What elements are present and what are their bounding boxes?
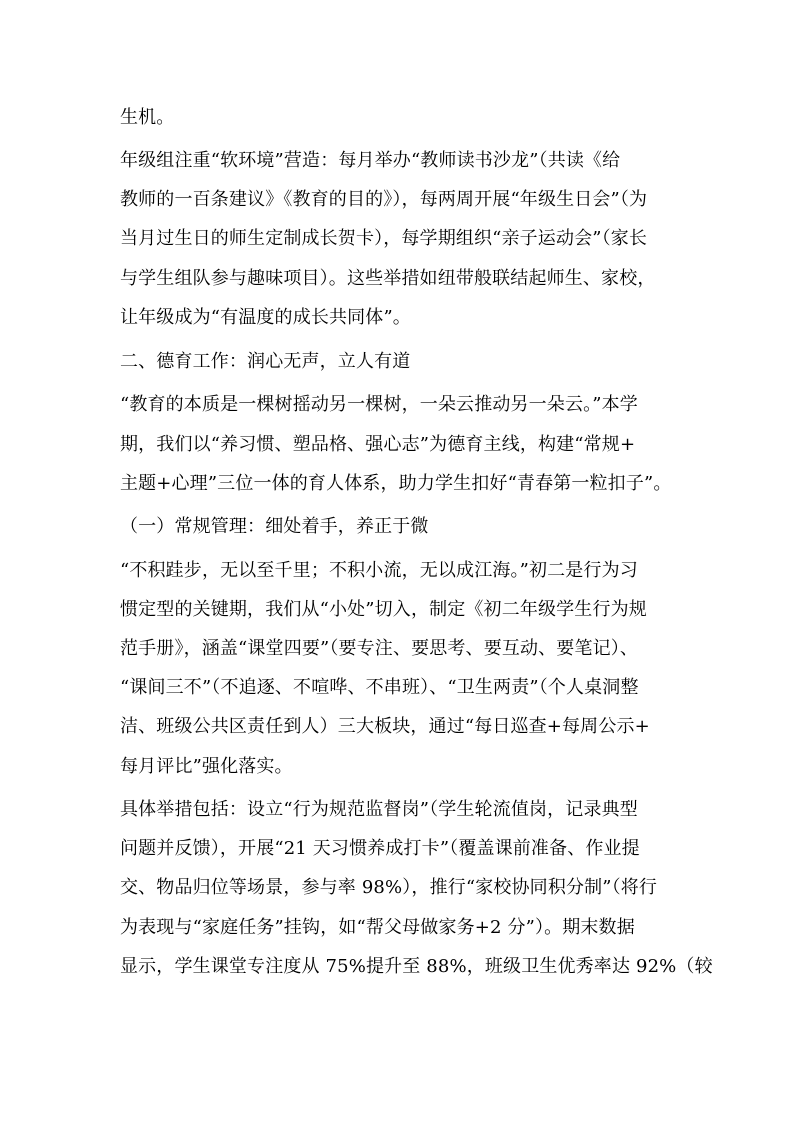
paragraph-line: “教育的本质是一棵树摇动另一棵树，一朵云推动另一朵云。”本学	[120, 394, 638, 415]
paragraph-line: 让年级成为“有温度的成长共同体”。	[120, 307, 411, 328]
paragraph-line: 具体举措包括：设立“行为规范监督岗”（学生轮流值岗，记录典型	[120, 799, 638, 820]
paragraph-line: 与学生组队参与趣味项目）。这些举措如纽带般联结起师生、家校，	[120, 268, 656, 289]
paragraph-line: 范手册》，涵盖“课堂四要”（要专注、要思考、要互动、要笔记）、	[120, 638, 639, 659]
paragraph-line: “课间三不”（不追逐、不喧哗、不串班）、“卫生两责”（个人桌洞整	[120, 677, 639, 698]
paragraph-line: 主题+心理”三位一体的育人体系，助力学生扣好“青春第一粒扣子”。	[120, 473, 672, 494]
paragraph-line: 为表现与“家庭任务”挂钩，如“帮父母做家务+2 分”）。期末数据	[120, 917, 635, 938]
paragraph-line: 每月评比”强化落实。	[120, 756, 293, 777]
section-heading: 二、德育工作：润心无声，立人有道	[120, 351, 411, 372]
paragraph-line: 教师的一百条建议》《教育的目的》），每两周开展“年级生日会”（为	[120, 189, 648, 210]
paragraph-line: 交、物品归位等场景，参与率 98%），推行“家校协同积分制”（将行	[120, 877, 658, 898]
paragraph-line: 期，我们以“养习惯、塑品格、强心志”为德育主线，构建“常规+	[120, 434, 636, 455]
paragraph-line: “不积跬步，无以至千里；不积小流，无以成江海。”初二是行为习	[120, 560, 638, 581]
paragraph-line: 生机。	[120, 107, 175, 128]
subsection-heading: （一）常规管理：细处着手，养正于微	[120, 516, 429, 537]
paragraph-line: 当月过生日的师生定制成长贺卡），每学期组织“亲子运动会”（家长	[120, 228, 648, 249]
paragraph-line: 问题并反馈），开展“21 天习惯养成打卡”（覆盖课前准备、作业提	[120, 838, 640, 859]
paragraph-line: 年级组注重“软环境”营造：每月举办“教师读书沙龙”（共读《给	[120, 150, 621, 171]
paragraph-line: 显示，学生课堂专注度从 75%提升至 88%，班级卫生优秀率达 92%（较	[120, 956, 713, 977]
paragraph-line: 惯定型的关键期，我们从“小处”切入，制定《初二年级学生行为规	[120, 599, 647, 620]
paragraph-line: 洁、班级公共区责任到人）三大板块，通过“每日巡查+每周公示+	[120, 716, 650, 737]
